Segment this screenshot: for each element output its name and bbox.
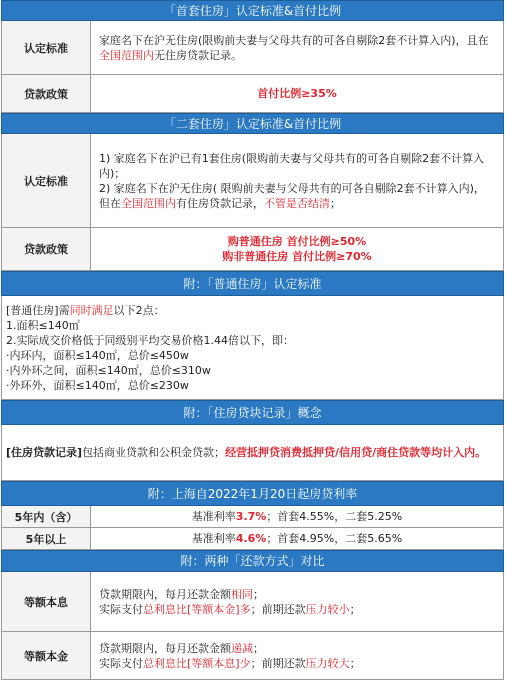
criteria-item: 1) 家庭名下在沪已有1套住房(限购前夫妻与父母共有的可各自剔除2套不计算入内)； <box>99 151 485 180</box>
row-label: 5年内（含） <box>2 506 91 527</box>
text: ； <box>349 656 361 670</box>
text: ； <box>349 602 361 616</box>
section-second-home-header <box>1 113 504 134</box>
text: 有住房贷款记录， <box>176 196 264 210</box>
section-first-home-header <box>1 0 504 21</box>
bold-text: [住房贷款记录] <box>6 446 83 459</box>
highlight-text: 全国范围内 <box>99 48 154 62</box>
text: ； <box>253 587 264 601</box>
criteria-line: 2.实际成交价格低于同级别平均交易价格1.44倍以下，即： <box>6 333 294 347</box>
criteria-line: 1.面积≤140㎡ <box>6 318 80 332</box>
criteria-line: ·内外环之间，面积≤140㎡，总价≤310w <box>6 363 211 377</box>
row-value <box>91 572 503 631</box>
section-loan-record-header <box>1 400 504 425</box>
section-title: 附：两种「还款方式」对比 <box>180 554 325 568</box>
text: 贷款期限内，每月还款金额 <box>99 587 231 601</box>
row-value <box>91 528 503 549</box>
section-title: 附：上海自2022年1月20日起房贷利率 <box>147 487 358 501</box>
text: ；前期还款 <box>250 656 306 670</box>
row-label: 贷款政策 <box>2 228 91 270</box>
highlight-text: 经营抵押贷消费抵押贷/信用贷/商住贷款等均计入内。 <box>225 446 487 459</box>
section-ordinary-home-header <box>1 271 504 296</box>
section-title: 附：「普通住房」认定标准 <box>183 277 322 291</box>
row-value <box>91 506 503 527</box>
row-label: 等额本息 <box>2 572 91 631</box>
section-title: 「二套住房」认定标准&首付比例 <box>163 117 342 131</box>
repayment-equal-principal-row <box>1 632 504 680</box>
text: 实际支付 <box>99 656 143 670</box>
text: 无住房贷款记录。 <box>154 48 242 62</box>
text: ；首套4.55%，二套5.25% <box>266 510 403 523</box>
highlight-text: 压力较大 <box>305 656 350 670</box>
text: ； <box>330 196 341 210</box>
row-label: 认定标准 <box>2 21 91 74</box>
policy-line: 购非普通住房 首付比例≥70% <box>222 250 372 263</box>
text: 包括商业贷款和公积金贷款； <box>82 446 226 459</box>
text: 家庭名下在沪无住房(限购前夫妻与父母共有的可各自剔除2套不计算入内)，且在 <box>99 33 489 47</box>
text: [普通住房]需 <box>6 303 70 317</box>
highlight-text: 递减 <box>231 641 253 655</box>
row-value <box>91 21 503 74</box>
policy-sheet <box>1 0 504 680</box>
criteria-item <box>99 181 495 211</box>
text: 贷款期限内，每月还款金额 <box>99 641 231 655</box>
highlight-text: 不管是否结清 <box>264 196 330 210</box>
highlight-text: 总利息比[等额本息]少 <box>143 656 251 670</box>
first-home-policy-row <box>1 75 504 113</box>
highlight-text: 压力较小 <box>305 602 350 616</box>
text: 2) 家庭名下在沪无住房( 限购前夫妻与父母共有的可各自剔除2套不计算入内)，但在 <box>99 181 485 210</box>
text: 以下2点： <box>113 303 165 317</box>
second-home-policy-row <box>1 228 504 271</box>
row-label: 5年以上 <box>2 528 91 549</box>
ordinary-home-criteria <box>1 296 504 400</box>
highlight-text: 相同 <box>231 587 253 601</box>
rate-row-5y-above <box>1 528 504 550</box>
first-home-criteria-row <box>1 21 504 75</box>
text: ；首套4.95%，二套5.65% <box>266 532 403 545</box>
row-value <box>91 228 503 270</box>
row-label: 贷款政策 <box>2 75 91 112</box>
criteria-line: ·内环内，面积≤140㎡，总价≤450w <box>6 348 189 362</box>
section-rate-header <box>1 481 504 506</box>
loan-record-definition <box>1 425 504 481</box>
text: 基准利率 <box>191 532 236 545</box>
section-repayment-header <box>1 550 504 572</box>
row-value <box>91 75 503 112</box>
text: 实际支付 <box>99 602 143 616</box>
highlight-text: 总利息比[等额本金]多 <box>143 602 251 616</box>
highlight-text: 全国范围内 <box>121 196 176 210</box>
section-title: 「首套住房」认定标准&首付比例 <box>163 4 342 18</box>
row-label: 等额本金 <box>2 632 91 679</box>
text: ； <box>253 641 264 655</box>
row-label: 认定标准 <box>2 134 91 227</box>
row-value <box>91 632 503 679</box>
repayment-equal-installment-row <box>1 572 504 632</box>
row-value <box>91 134 503 227</box>
text: ；前期还款 <box>250 602 306 616</box>
policy-line: 购普通住房 首付比例≥50% <box>227 235 367 248</box>
highlight-text: 4.6% <box>235 532 267 545</box>
criteria-line: ·外环外，面积≤140㎡，总价≤230w <box>6 378 189 392</box>
rate-row-5y-within <box>1 506 504 528</box>
second-home-criteria-row <box>1 134 504 228</box>
text: 基准利率 <box>191 510 236 523</box>
highlight-text: 同时满足 <box>69 303 114 317</box>
section-title: 附：「住房贷块记录」概念 <box>183 406 322 420</box>
highlight-text: 3.7% <box>235 510 267 523</box>
highlight-text: 首付比例≥35% <box>257 87 337 100</box>
